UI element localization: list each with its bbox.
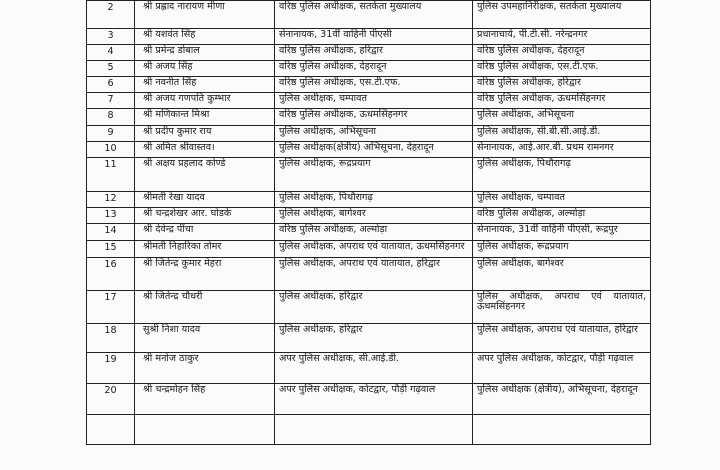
cell-new-posting: प्रधानाचार्य, पी.टी.सी. नरेन्द्रनगर: [473, 29, 651, 45]
cell-current-posting: पुलिस अधीक्षक, हरिद्वार: [275, 291, 473, 324]
cell-new-posting: वरिष्ठ पुलिस अधीक्षक, एस.टी.एफ.: [473, 61, 651, 77]
cell-serial-number: 16: [87, 258, 135, 291]
cell-serial-number: 17: [87, 291, 135, 324]
table-row: [87, 109, 651, 126]
cell-serial-number: 6: [87, 77, 135, 93]
table-row: [87, 241, 651, 258]
cell-current-posting: वरिष्ठ पुलिस अधीक्षक, देहरादून: [275, 61, 473, 77]
table-row: [87, 142, 651, 158]
cell-current-posting: अपर पुलिस अधीक्षक, कोटद्वार, पौड़ी गढ़वाल: [275, 384, 473, 415]
cell-serial-number: 18: [87, 324, 135, 353]
cell-new-posting: पुलिस अधीक्षक, बागेश्वर: [473, 258, 651, 291]
cell-current-posting: वरिष्ठ पुलिस अधीक्षक, ऊधमसिंहनगर: [275, 109, 473, 126]
cell-officer-name: श्री देवेन्द्र पींचा: [135, 224, 275, 241]
cell-officer-name: श्रीमती रेखा यादव: [135, 192, 275, 208]
cell-current-posting: पुलिस अधीक्षक, पिथौरागढ़: [275, 192, 473, 208]
cell-serial-number: 20: [87, 384, 135, 415]
cell-serial-number: 12: [87, 192, 135, 208]
cell-officer-name: श्री चन्द्रमोहन सिंह: [135, 384, 275, 415]
cell-new-posting: वरिष्ठ पुलिस अधीक्षक, देहरादून: [473, 45, 651, 61]
table-row: [87, 324, 651, 353]
cell-serial-number: [87, 415, 135, 445]
cell-current-posting: वरिष्ठ पुलिस अधीक्षक, एस.टी.एफ.: [275, 77, 473, 93]
cell-serial-number: 7: [87, 93, 135, 109]
table-row: [87, 1, 651, 29]
transfer-table: [86, 0, 651, 445]
cell-new-posting: वरिष्ठ पुलिस अधीक्षक, अल्मोड़ा: [473, 208, 651, 224]
cell-current-posting: पुलिस अधीक्षक, हरिद्वार: [275, 324, 473, 353]
cell-officer-name: श्री प्रमेन्द्र डोबाल: [135, 45, 275, 61]
cell-current-posting: अपर पुलिस अधीक्षक, सी.आई.डी.: [275, 353, 473, 384]
cell-officer-name: श्री मणिकान्त मिश्रा: [135, 109, 275, 126]
cell-officer-name: श्री जितेन्द्र कुमार मेहरा: [135, 258, 275, 291]
cell-current-posting: पुलिस अधीक्षक, अपराध एवं यातायात, हरिद्वार: [275, 258, 473, 291]
cell-new-posting: पुलिस उपमहानिरीक्षक, सतर्कता मुख्यालय: [473, 1, 651, 29]
table-row: [87, 291, 651, 324]
cell-new-posting: पुलिस अधीक्षक, अभिसूचना: [473, 109, 651, 126]
table-row: [87, 258, 651, 291]
cell-serial-number: 14: [87, 224, 135, 241]
cell-new-posting: पुलिस अधीक्षक, अपराध एवं यातायात, हरिद्वार: [473, 324, 651, 353]
table-row: [87, 224, 651, 241]
cell-officer-name: श्री अमित श्रीवास्तव।: [135, 142, 275, 158]
table-row: [87, 192, 651, 208]
cell-serial-number: 13: [87, 208, 135, 224]
cell-new-posting: वरिष्ठ पुलिस अधीक्षक, हरिद्वार: [473, 77, 651, 93]
table-row: [87, 77, 651, 93]
cell-serial-number: 3: [87, 29, 135, 45]
cell-officer-name: [135, 415, 275, 445]
cell-serial-number: 9: [87, 126, 135, 142]
cell-serial-number: 11: [87, 158, 135, 192]
cell-officer-name: श्री अक्षय प्रहलाद कोण्डे: [135, 158, 275, 192]
cell-current-posting: वरिष्ठ पुलिस अधीक्षक, अल्मोड़ा: [275, 224, 473, 241]
cell-officer-name: श्री मनोज ठाकुर: [135, 353, 275, 384]
cell-current-posting: पुलिस अधीक्षक, अपराध एवं यातायात, ऊधमसिंहनगर: [275, 241, 473, 258]
cell-current-posting: [275, 415, 473, 445]
cell-new-posting: पुलिस अधीक्षक (क्षेत्रीय), अभिसूचना, देहरादून: [473, 384, 651, 415]
table-row: [87, 126, 651, 142]
table-row: [87, 384, 651, 415]
cell-officer-name: श्री अजय सिंह: [135, 61, 275, 77]
transfer-table-body: [87, 1, 651, 445]
cell-new-posting: सेनानायक, 31वीं वाहिनी पीएसी, रूद्रपुर: [473, 224, 651, 241]
cell-new-posting: पुलिस अधीक्षक, चम्पावत: [473, 192, 651, 208]
cell-officer-name: श्री चन्द्रशेखर आर. घोडके: [135, 208, 275, 224]
table-row: [87, 61, 651, 77]
cell-serial-number: 5: [87, 61, 135, 77]
cell-current-posting: पुलिस अधीक्षक, रूद्रप्रयाग: [275, 158, 473, 192]
cell-serial-number: 2: [87, 1, 135, 29]
table-row: [87, 29, 651, 45]
cell-current-posting: पुलिस अधीक्षक, बागेश्वर: [275, 208, 473, 224]
cell-new-posting: अपर पुलिस अधीक्षक, कोटद्वार, पौड़ी गढ़वाल: [473, 353, 651, 384]
cell-officer-name: श्री अजय गणपति कुम्भार: [135, 93, 275, 109]
cell-serial-number: 8: [87, 109, 135, 126]
cell-current-posting: वरिष्ठ पुलिस अधीक्षक, सतर्कता मुख्यालय: [275, 1, 473, 29]
cell-new-posting: [473, 415, 651, 445]
cell-officer-name: सुश्री निशा यादव: [135, 324, 275, 353]
cell-new-posting: पुलिस अधीक्षक, पिथौरागढ़: [473, 158, 651, 192]
table-row: [87, 415, 651, 445]
cell-officer-name: श्रीमती निहारिका तोमर: [135, 241, 275, 258]
table-row: [87, 158, 651, 192]
cell-serial-number: 10: [87, 142, 135, 158]
table-row: [87, 45, 651, 61]
cell-current-posting: पुलिस अधीक्षक, अभिसूचना: [275, 126, 473, 142]
cell-officer-name: श्री यशवंत सिंह: [135, 29, 275, 45]
table-row: [87, 208, 651, 224]
cell-officer-name: श्री नवनीत सिंह: [135, 77, 275, 93]
cell-new-posting: सेनानायक, आई.आर.बी. प्रथम रामनगर: [473, 142, 651, 158]
cell-new-posting: पुलिस अधीक्षक, सी.बी.सी.आई.डी.: [473, 126, 651, 142]
cell-current-posting: पुलिस अधीक्षक(क्षेत्रीय) अभिसूचना, देहरादून: [275, 142, 473, 158]
cell-new-posting: पुलिस अधीक्षक, रूद्रप्रयाग: [473, 241, 651, 258]
cell-new-posting: वरिष्ठ पुलिस अधीक्षक, ऊधमसिंहनगर: [473, 93, 651, 109]
cell-officer-name: श्री जितेन्द्र चौधरी: [135, 291, 275, 324]
cell-serial-number: 15: [87, 241, 135, 258]
cell-officer-name: श्री प्रह्लाद नारायण मीणा: [135, 1, 275, 29]
cell-current-posting: पुलिस अधीक्षक, चम्पावत: [275, 93, 473, 109]
cell-current-posting: सेनानायक, 31वीं वाहिनी पीएसी: [275, 29, 473, 45]
cell-serial-number: 19: [87, 353, 135, 384]
cell-serial-number: 4: [87, 45, 135, 61]
cell-current-posting: वरिष्ठ पुलिस अधीक्षक, हरिद्वार: [275, 45, 473, 61]
table-row: [87, 353, 651, 384]
cell-new-posting: पुलिस अधीक्षक, अपराध एवं यातायात, ऊधमसिंहनगर: [473, 291, 651, 324]
table-row: [87, 93, 651, 109]
cell-officer-name: श्री प्रदीप कुमार राय: [135, 126, 275, 142]
